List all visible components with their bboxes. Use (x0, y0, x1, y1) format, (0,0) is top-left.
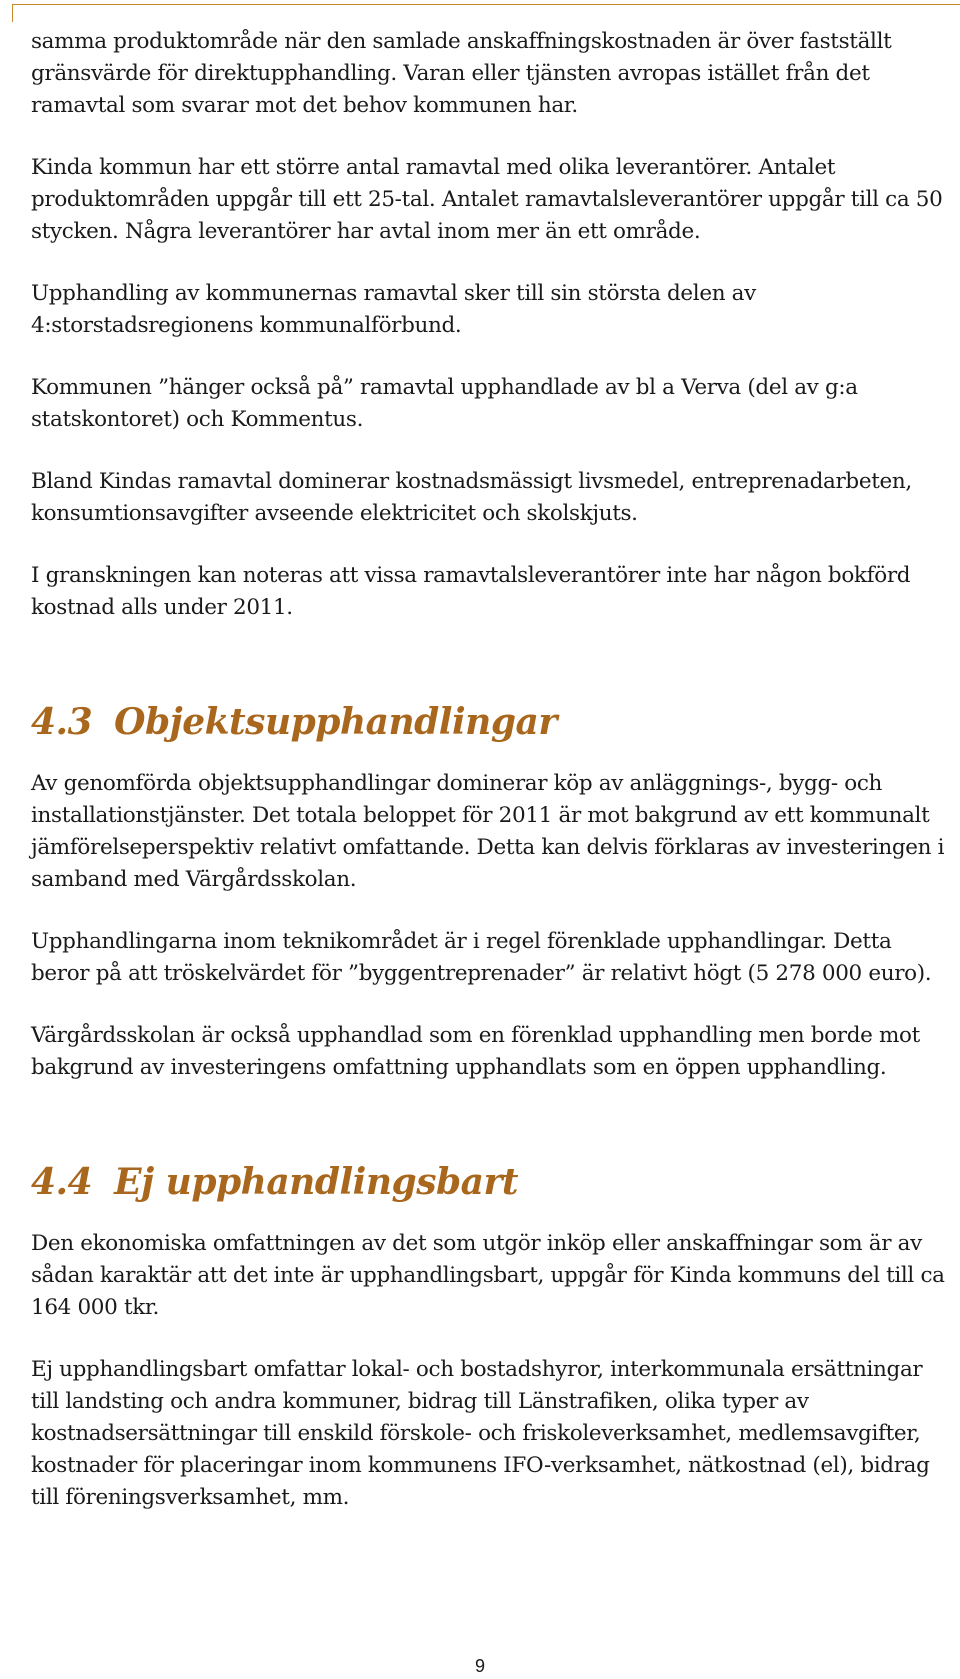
paragraph: Den ekonomiska omfattningen av det som utgör inköp eller anskaffningar som är av sådan karaktär att det inte är upphandlingsbart, uppgår för Kinda kommuns del till ca 164 000 tkr. (31, 1231, 945, 1320)
paragraph: Kommunen ”hänger också på” ramavtal upphandlade av bl a Verva (del av g:a statskontoret) och Kommentus. (31, 375, 858, 432)
paragraph: Värgårdsskolan är också upphandlad som en förenklad upphandling men borde mot bakgrund av investeringens omfattning upphandlats som en öppen upphandling. (31, 1023, 920, 1080)
top-border-line (12, 4, 960, 5)
paragraph: Av genomförda objektsupphandlingar dominerar köp av anläggnings-, bygg- och installationstjänster. Det totala beloppet för 2011 är mot bakgrund av ett kommunalt jämförelseperspektiv relativt omfattande. Detta kan delvis förklaras av investeringen i samband med Värgårdsskolan. (31, 771, 945, 892)
page-number: 9 (474, 1656, 485, 1676)
paragraph: Kinda kommun har ett större antal ramavtal med olika leverantörer. Antalet produktområden uppgår till ett 25-tal. Antalet ramavtalsleverantörer uppgår till ca 50 stycken. Några leverantörer har avtal inom mer än ett område. (31, 155, 943, 244)
left-border-tick (12, 4, 13, 22)
paragraph: Upphandlingarna inom teknikområdet är i regel förenklade upphandlingar. Detta beror på att tröskelvärdet för ”byggentreprenader” är relativt högt (5 278 000 euro). (31, 929, 932, 986)
section-heading-4-3 (31, 700, 951, 744)
section-number: 4.4 (31, 1161, 93, 1203)
section-heading-4-4 (31, 1160, 951, 1204)
paragraph: Ej upphandlingsbart omfattar lokal- och bostadshyror, interkommunala ersättningar till landsting och andra kommuner, bidrag till Länstrafiken, olika typer av kostnadsersättningar till enskild förskole- och friskoleverksamhet, medlemsavgifter, kostnader för placeringar inom kommunens IFO-verksamhet, nätkostnad (el), bidrag till föreningsverksamhet, mm. (31, 1357, 930, 1510)
section-title: Ej upphandlingsbart (114, 1161, 519, 1203)
page-content (31, 26, 951, 1514)
section-number: 4.3 (31, 701, 93, 743)
paragraph: samma produktområde när den samlade anskaffningskostnaden är över fastställt gränsvärde för direktupphandling. Varan eller tjänsten avropas istället från det ramavtal som svarar mot det behov kommunen har. (31, 29, 892, 118)
paragraph: Bland Kindas ramavtal dominerar kostnadsmässigt livsmedel, entreprenadarbeten, konsumtionsavgifter avseende elektricitet och skolskjuts. (31, 469, 912, 526)
paragraph: I granskningen kan noteras att vissa ramavtalsleverantörer inte har någon bokförd kostnad alls under 2011. (31, 563, 911, 620)
section-title: Objektsupphandlingar (114, 701, 557, 743)
paragraph: Upphandling av kommunernas ramavtal sker till sin största delen av 4:storstadsregionens kommunalförbund. (31, 281, 756, 338)
